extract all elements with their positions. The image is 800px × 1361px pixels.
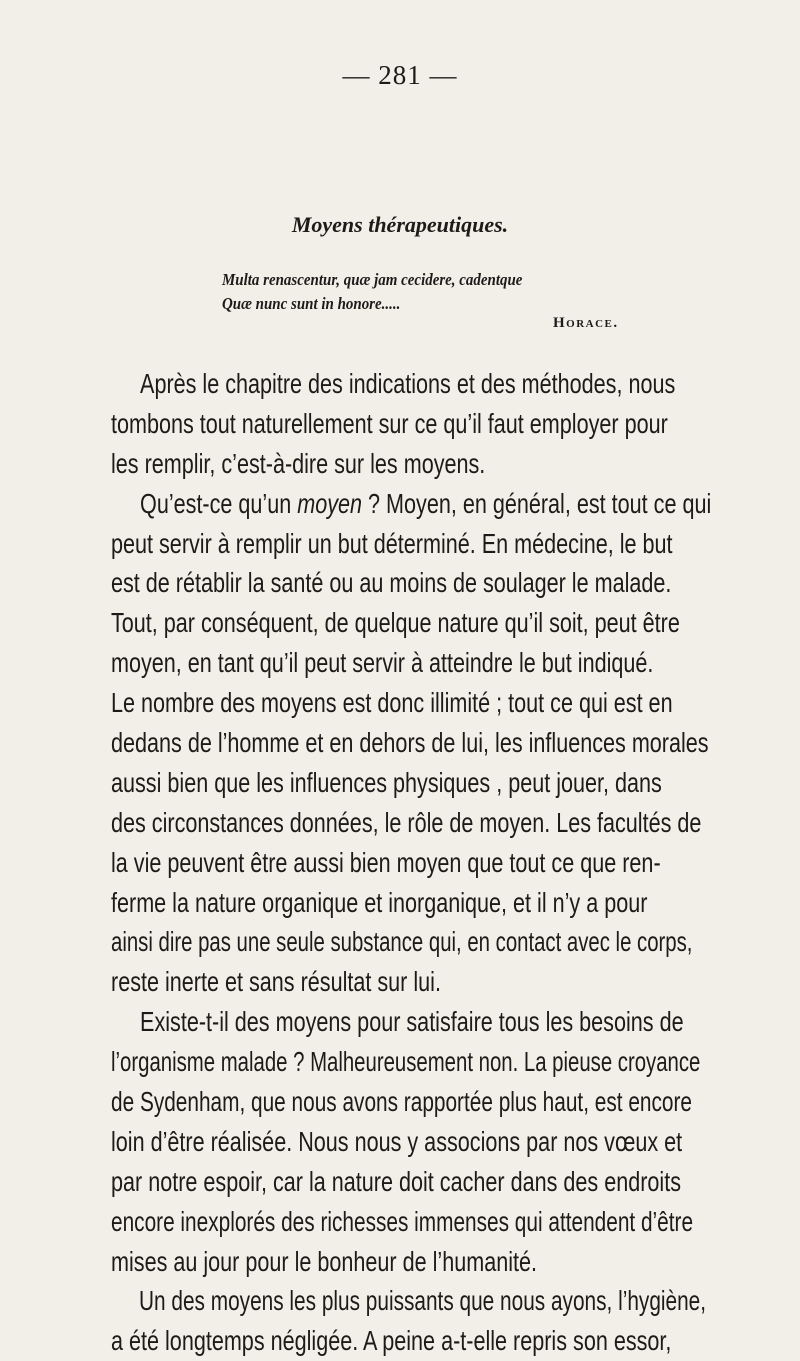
text-line: les remplir, c’est-à-dire sur les moyens.: [111, 447, 486, 479]
text-line: tombons tout naturellement sur ce qu’il faut employer pour: [111, 407, 668, 439]
epigraph-line: Quæ nunc sunt in honore.....: [222, 294, 401, 313]
text-line: mises au jour pour le bonheur de l’humanité.: [111, 1245, 538, 1277]
text-fragment: ? Moyen, en général, est tout ce qui: [362, 487, 712, 519]
text-line: la vie peuvent être aussi bien moyen que tout ce que ren-: [111, 846, 661, 878]
epigraph: [222, 268, 680, 316]
epigraph-line: Multa renascentur, quæ jam cecidere, cadentque: [222, 270, 523, 289]
text-fragment: Qu’est-ce qu’un: [140, 487, 298, 519]
text-line: a été longtemps négligée. A peine a-t-elle repris son essor,: [111, 1325, 672, 1357]
text-line: Tout, par conséquent, de quelque nature qu’il soit, peut être: [111, 607, 680, 639]
italic-term: moyen: [297, 487, 363, 519]
text-line: Un des moyens les plus puissants que nous ayons, l’hygiène,: [139, 1285, 707, 1317]
text-line: par notre espoir, car la nature doit cacher dans des endroits: [111, 1165, 682, 1197]
text-line: dedans de l’homme et en dehors de lui, les influences morales: [111, 727, 709, 759]
text-line: Après le chapitre des indications et des méthodes, nous: [140, 368, 676, 399]
epigraph-author: Horace.: [553, 315, 619, 331]
text-line: l’organisme malade ? Malheureusement non. La pieuse croyance: [111, 1046, 701, 1078]
text-line: ferme la nature organique et inorganique, et il n’y a pour: [111, 886, 648, 918]
text-line: des circonstances données, le rôle de moyen. Les facultés de: [111, 806, 702, 838]
section-title: Moyens thérapeutiques.: [291, 212, 509, 237]
text-line: Existe-t-il des moyens pour satisfaire tous les besoins de: [140, 1006, 684, 1038]
text-line: aussi bien que les influences physiques , peut jouer, dans: [111, 766, 662, 798]
text-line: est de rétablir la santé ou au moins de soulager le malade.: [111, 567, 672, 599]
page-number: — 281 —: [342, 60, 458, 90]
text-line: [111, 484, 712, 524]
text-line: loin d’être réalisée. Nous nous y associons par nos vœux et: [111, 1125, 683, 1157]
text-line: moyen, en tant qu’il peut servir à atteindre le but indiqué.: [111, 647, 654, 679]
text-line: de Sydenham, que nous avons rapportée plus haut, est encore: [111, 1086, 692, 1118]
text-line: peut servir à remplir un but déterminé. En médecine, le but: [111, 527, 673, 559]
body-text: [111, 364, 753, 1361]
text-line: Le nombre des moyens est donc illimité ; tout ce qui est en: [111, 687, 673, 719]
text-line: encore inexplorés des richesses immenses qui attendent d’être: [111, 1205, 694, 1237]
text-line: ainsi dire pas une seule substance qui, en contact avec le corps,: [111, 926, 693, 958]
text-line: reste inerte et sans résultat sur lui.: [111, 966, 441, 998]
